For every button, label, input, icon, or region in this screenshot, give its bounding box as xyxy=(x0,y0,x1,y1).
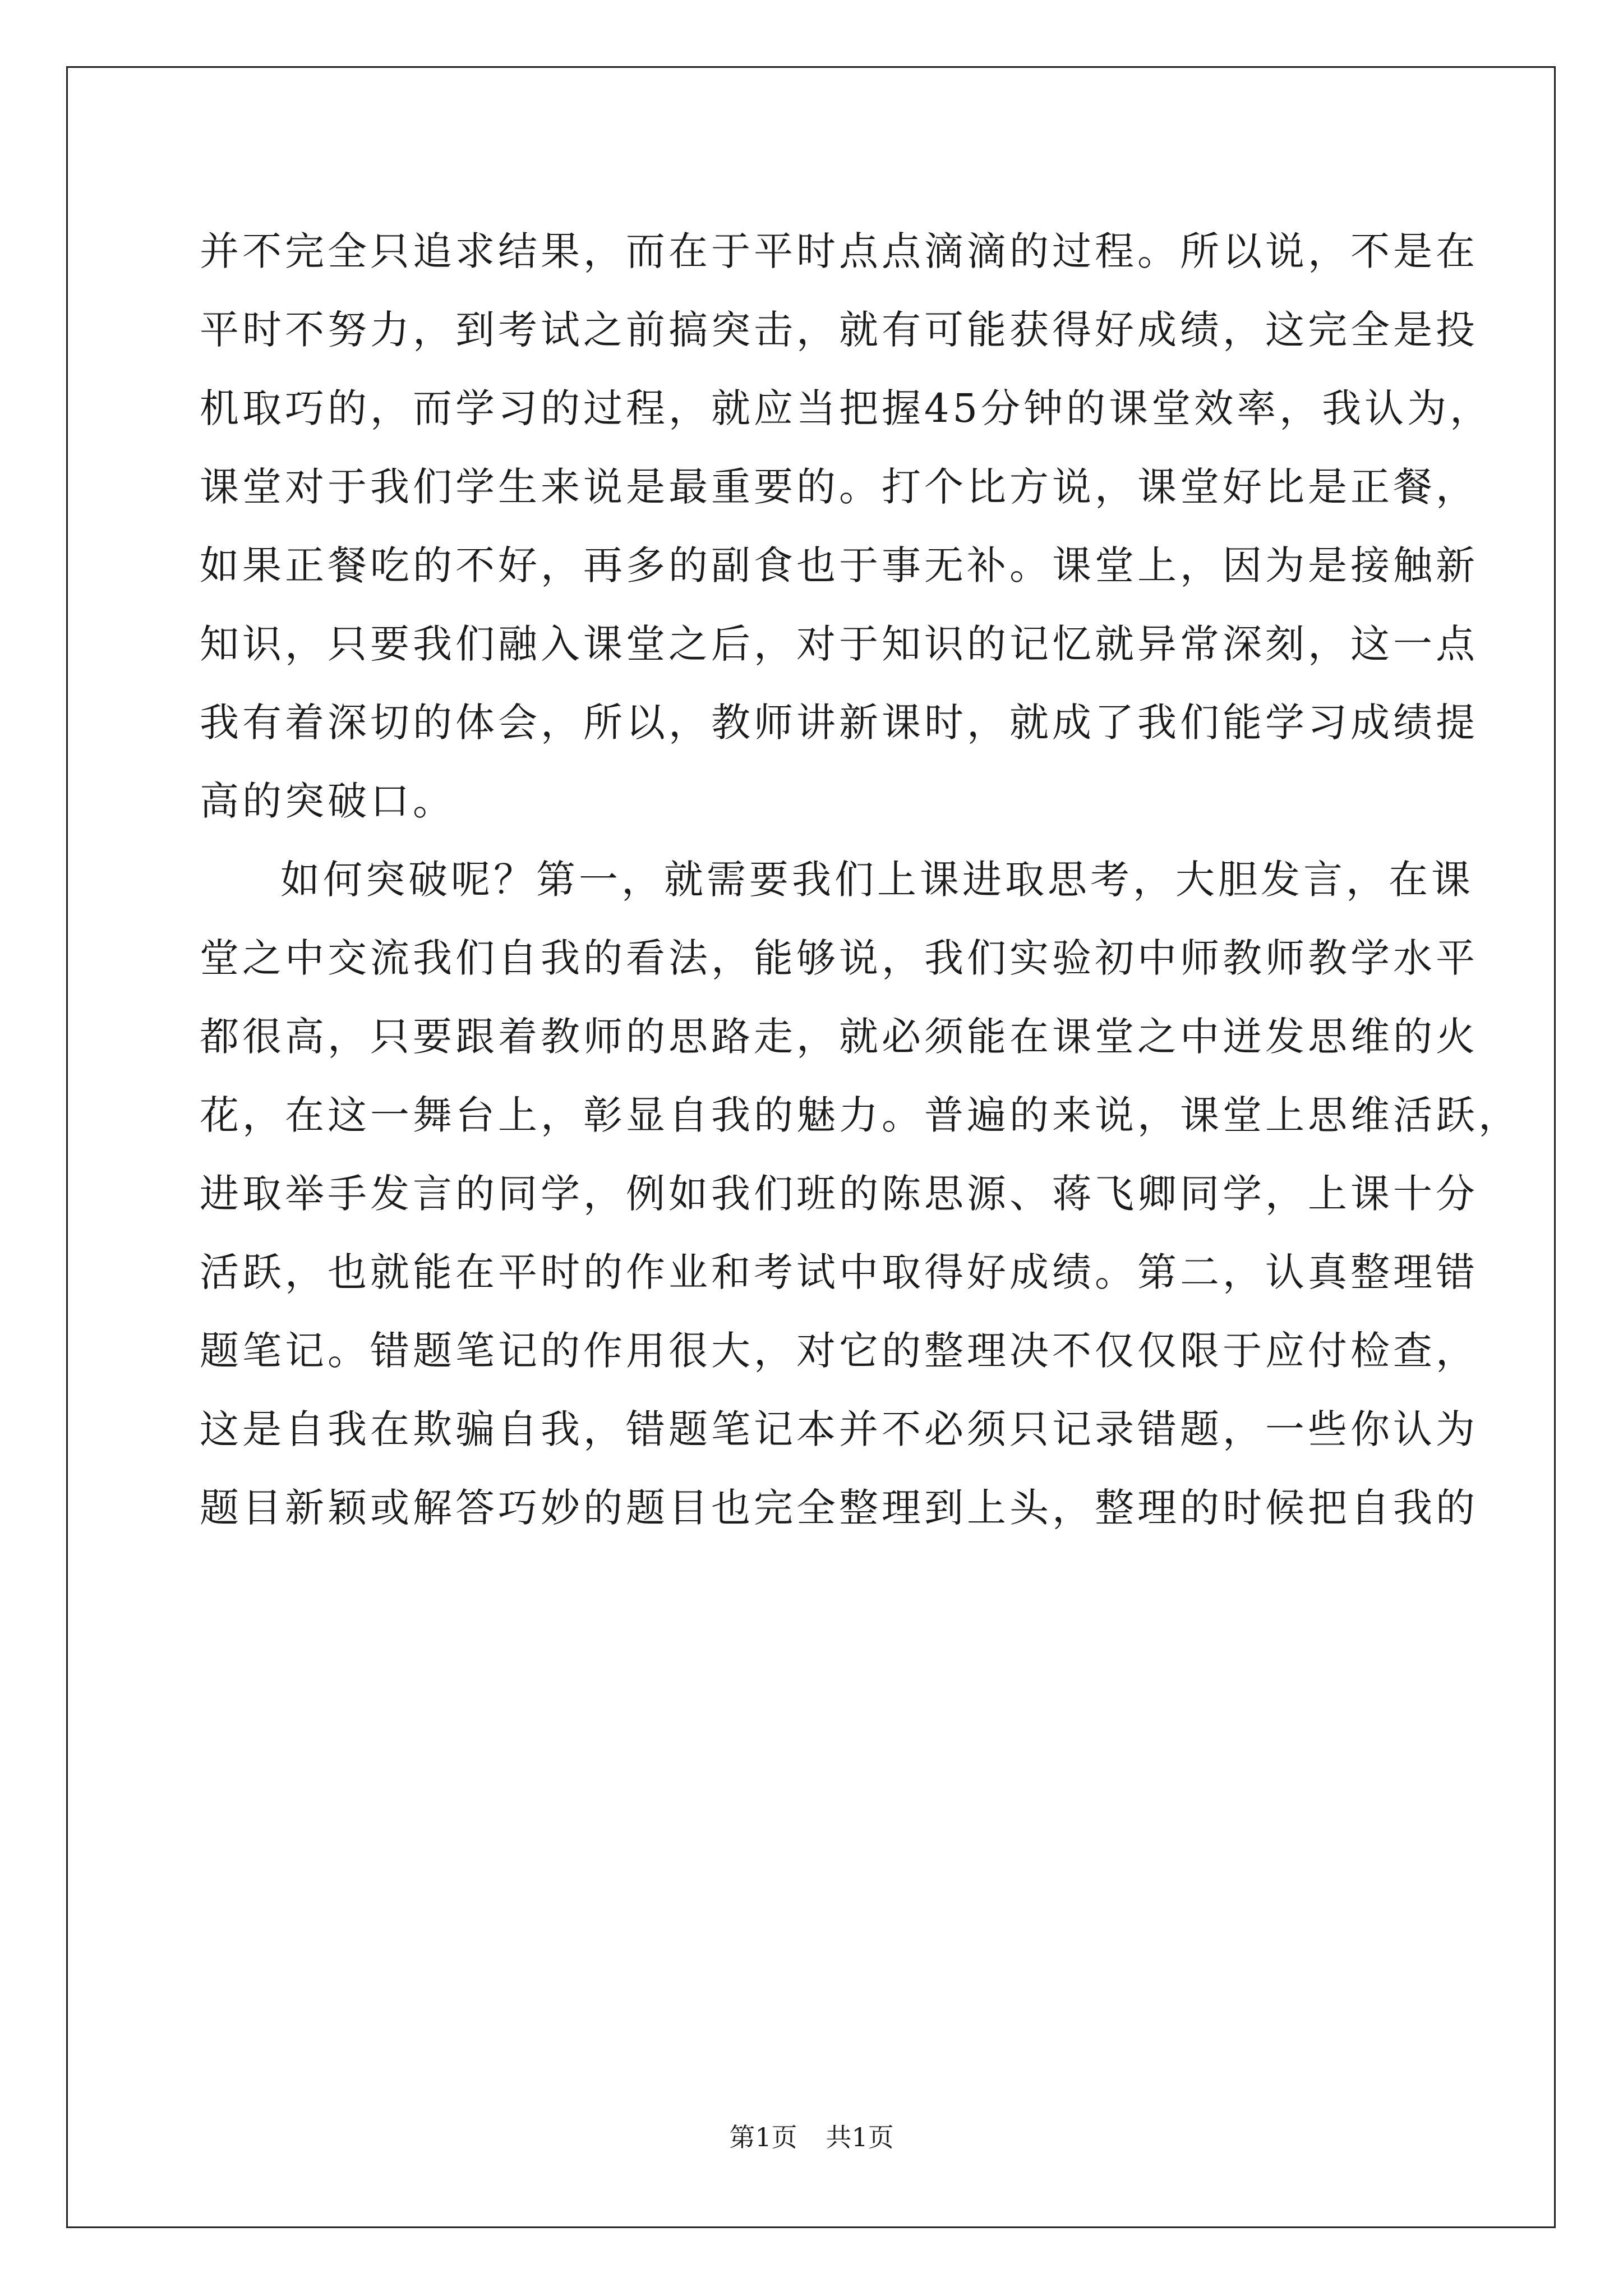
text-line: 进取举手发言的同学，例如我们班的陈思源、蒋飞卿同学，上课十分 xyxy=(200,1171,1478,1217)
text-line: 题目新颖或解答巧妙的题目也完全整理到上头，整理的时候把自我的 xyxy=(200,1485,1478,1531)
text-line: 花，在这一舞台上，彰显自我的魅力。普遍的来说，课堂上思维活跃， xyxy=(200,1092,1521,1138)
text-line: 题笔记。错题笔记的作用很大，对它的整理决不仅仅限于应付检查， xyxy=(200,1328,1478,1374)
page-footer xyxy=(0,2120,1623,2154)
text-line: 高的突破口。 xyxy=(200,778,455,824)
text-line: 都很高，只要跟着教师的思路走，就必须能在课堂之中迸发思维的火 xyxy=(200,1014,1478,1060)
text-line: 堂之中交流我们自我的看法，能够说，我们实验初中师教师教学水平 xyxy=(200,935,1478,981)
text-line: 知识，只要我们融入课堂之后，对于知识的记忆就异常深刻，这一点 xyxy=(200,621,1478,667)
page-number: 第1页 xyxy=(729,2122,797,2152)
text-line: 机取巧的，而学习的过程，就应当把握45分钟的课堂效率，我认为， xyxy=(200,385,1493,431)
page-total: 共1页 xyxy=(826,2122,894,2152)
text-line: 并不完全只追求结果，而在于平时点点滴滴的过程。所以说，不是在 xyxy=(200,228,1478,274)
text-line: 这是自我在欺骗自我，错题笔记本并不必须只记录错题，一些你认为 xyxy=(200,1406,1478,1452)
text-line: 如果正餐吃的不好，再多的副食也于事无补。课堂上，因为是接触新 xyxy=(200,542,1478,588)
text-line: 我有着深切的体会，所以，教师讲新课时，就成了我们能学习成绩提 xyxy=(200,700,1478,746)
text-line: 平时不努力，到考试之前搞突击，就有可能获得好成绩，这完全是投 xyxy=(200,307,1478,353)
paragraph-first-line: 如何突破呢？第一，就需要我们上课进取思考，大胆发言，在课 xyxy=(280,857,1474,903)
text-line: 课堂对于我们学生来说是最重要的。打个比方说，课堂好比是正餐， xyxy=(200,464,1478,510)
text-line: 活跃，也就能在平时的作业和考试中取得好成绩。第二，认真整理错 xyxy=(200,1249,1478,1295)
